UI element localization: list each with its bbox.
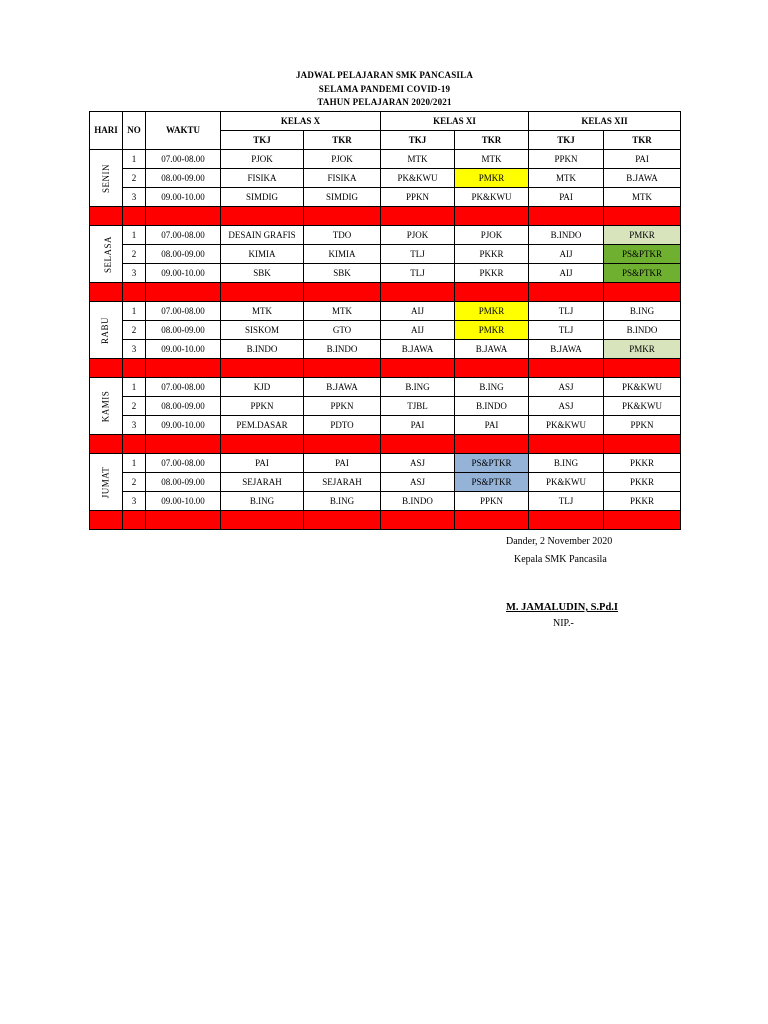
table-row [90,473,681,492]
table-cell [221,359,304,378]
table-cell [90,511,123,530]
table-cell: DESAIN GRAFIS [221,226,304,245]
table-cell: TLJ [529,492,604,511]
table-cell [529,359,604,378]
table-cell: TJBL [381,397,455,416]
table-row [90,397,681,416]
table-cell [604,511,681,530]
header-waktu: WAKTU [146,112,221,150]
table-cell: MTK [304,302,381,321]
table-cell [604,283,681,302]
document-title-block [89,69,680,110]
table-row [90,245,681,264]
table-cell: FISIKA [304,169,381,188]
table-cell: 1 [123,454,146,473]
table-cell: ASJ [529,378,604,397]
header-kelas-xii: KELAS XII [529,112,681,131]
table-cell: B.ING [604,302,681,321]
table-cell [604,359,681,378]
table-cell: ASJ [381,473,455,492]
table-cell: TDO [304,226,381,245]
signatory-nip: NIP.- [553,618,574,629]
table-cell: 3 [123,264,146,283]
table-cell: SIMDIG [304,188,381,207]
table-row [90,169,681,188]
table-cell: PKKR [455,245,529,264]
day-cell-selasa: SELASA [90,226,123,283]
signature-date: Dander, 2 November 2020 [506,536,613,547]
table-cell [146,435,221,454]
day-cell-rabu: RABU [90,302,123,359]
table-cell: 07.00-08.00 [146,454,221,473]
table-cell: MTK [381,150,455,169]
table-cell: AIJ [529,245,604,264]
header-kelas-x: KELAS X [221,112,381,131]
table-cell: MTK [221,302,304,321]
table-cell: 09.00-10.00 [146,492,221,511]
table-row [90,188,681,207]
highlight-cell: PMKR [604,340,681,359]
table-cell: SBK [304,264,381,283]
table-cell: SBK [221,264,304,283]
table-cell [221,207,304,226]
table-cell: SISKOM [221,321,304,340]
table-cell: PPKN [604,416,681,435]
table-row [90,454,681,473]
table-cell: 08.00-09.00 [146,397,221,416]
header-x-tkr: TKR [304,131,381,150]
academic-year: TAHUN PELAJARAN 2020/2021 [317,97,452,107]
separator-row [90,435,681,454]
table-cell: 07.00-08.00 [146,150,221,169]
table-cell: 2 [123,473,146,492]
table-cell: B.ING [304,492,381,511]
table-cell: PEM.DASAR [221,416,304,435]
table-cell: B.JAWA [304,378,381,397]
table-cell: B.ING [455,378,529,397]
table-cell: TLJ [381,264,455,283]
table-cell: PAI [381,416,455,435]
table-cell: 08.00-09.00 [146,321,221,340]
table-cell [123,359,146,378]
table-cell: 3 [123,416,146,435]
table-cell: PKKR [604,473,681,492]
table-cell: PAI [221,454,304,473]
table-cell [304,207,381,226]
table-cell: B.JAWA [381,340,455,359]
table-cell: AIJ [381,302,455,321]
table-cell [381,511,455,530]
table-cell: 07.00-08.00 [146,378,221,397]
table-row [90,226,681,245]
table-cell [90,207,123,226]
table-cell: GTO [304,321,381,340]
table-cell [529,207,604,226]
table-cell: PPKN [221,397,304,416]
table-cell: 2 [123,321,146,340]
table-cell: PPKN [381,188,455,207]
table-cell [455,207,529,226]
table-cell: PJOK [381,226,455,245]
table-cell [123,435,146,454]
table-cell: 3 [123,492,146,511]
highlight-cell: PMKR [604,226,681,245]
table-cell: B.JAWA [604,169,681,188]
table-cell [123,207,146,226]
table-cell [381,359,455,378]
table-cell: TLJ [529,321,604,340]
table-cell: KIMIA [221,245,304,264]
table-cell: KIMIA [304,245,381,264]
highlight-cell: PMKR [455,321,529,340]
separator-row [90,511,681,530]
table-cell: 2 [123,397,146,416]
table-cell [146,359,221,378]
table-cell: PK&KWU [455,188,529,207]
table-cell: 09.00-10.00 [146,264,221,283]
table-cell: 07.00-08.00 [146,226,221,245]
table-cell: 09.00-10.00 [146,340,221,359]
header-kelas-xi: KELAS XI [381,112,529,131]
separator-row [90,359,681,378]
highlight-cell: PS&PTKR [604,264,681,283]
schedule-table [89,111,681,530]
table-cell: PKKR [455,264,529,283]
table-cell: PPKN [529,150,604,169]
table-row [90,321,681,340]
header-xii-tkr: TKR [604,131,681,150]
table-cell: PAI [529,188,604,207]
header-hari: HARI [90,112,123,150]
table-cell [381,435,455,454]
table-cell [381,283,455,302]
header-xi-tkr: TKR [455,131,529,150]
table-cell: PAI [455,416,529,435]
separator-row [90,283,681,302]
table-cell [455,283,529,302]
table-row [90,378,681,397]
table-cell: B.INDO [381,492,455,511]
header-xii-tkj: TKJ [529,131,604,150]
table-cell [146,207,221,226]
table-cell: B.JAWA [455,340,529,359]
table-cell: TLJ [381,245,455,264]
highlight-cell: PMKR [455,169,529,188]
table-cell: SEJARAH [304,473,381,492]
table-cell: B.JAWA [529,340,604,359]
table-cell: AIJ [381,321,455,340]
table-cell: SIMDIG [221,188,304,207]
separator-row [90,207,681,226]
table-cell: PAI [304,454,381,473]
table-cell: MTK [604,188,681,207]
table-cell [123,511,146,530]
day-cell-senin: SENIN [90,150,123,207]
table-cell [304,283,381,302]
table-cell: 1 [123,378,146,397]
table-cell: B.INDO [455,397,529,416]
table-cell: PJOK [221,150,304,169]
table-cell: 09.00-10.00 [146,416,221,435]
day-cell-kamis: KAMIS [90,378,123,435]
table-cell [604,435,681,454]
header-xi-tkj: TKJ [381,131,455,150]
table-cell [604,207,681,226]
table-cell: B.INDO [304,340,381,359]
table-cell: B.INDO [604,321,681,340]
table-cell [90,283,123,302]
document-subtitle: SELAMA PANDEMI COVID-19 [318,83,451,94]
table-cell [304,511,381,530]
table-row [90,492,681,511]
signatory-name: M. JAMALUDIN, S.Pd.I [506,602,619,613]
table-cell: PPKN [304,397,381,416]
table-cell: PK&KWU [529,416,604,435]
table-cell [221,511,304,530]
table-cell: 09.00-10.00 [146,188,221,207]
table-cell: MTK [529,169,604,188]
table-cell: PK&KWU [604,378,681,397]
highlight-cell: PS&PTKR [604,245,681,264]
table-cell: PKKR [604,492,681,511]
document-title: JADWAL PELAJARAN SMK PANCASILA [295,70,474,80]
highlight-cell: PS&PTKR [455,473,529,492]
table-row [90,302,681,321]
table-cell: ASJ [381,454,455,473]
table-cell: B.ING [381,378,455,397]
table-cell [529,435,604,454]
table-cell: PKKR [604,454,681,473]
table-cell [123,283,146,302]
table-cell [455,511,529,530]
header-no: NO [123,112,146,150]
table-row [90,416,681,435]
table-cell: MTK [455,150,529,169]
table-cell: PJOK [304,150,381,169]
table-cell: PK&KWU [381,169,455,188]
table-cell: 1 [123,302,146,321]
table-cell: 1 [123,226,146,245]
table-cell: 2 [123,169,146,188]
table-cell: B.ING [529,454,604,473]
day-cell-jumat: JUMAT [90,454,123,511]
table-cell [381,207,455,226]
table-cell [90,435,123,454]
table-cell: PJOK [455,226,529,245]
table-cell: B.INDO [529,226,604,245]
table-cell: 3 [123,340,146,359]
table-cell: KJD [221,378,304,397]
table-cell: 08.00-09.00 [146,245,221,264]
table-cell [221,283,304,302]
table-cell [90,359,123,378]
table-cell: TLJ [529,302,604,321]
table-cell: SEJARAH [221,473,304,492]
table-cell [221,435,304,454]
table-cell: 2 [123,245,146,264]
table-cell [529,283,604,302]
table-cell [304,359,381,378]
table-cell [146,511,221,530]
table-cell: PAI [604,150,681,169]
table-cell: PK&KWU [604,397,681,416]
table-cell: PPKN [455,492,529,511]
header-x-tkj: TKJ [221,131,304,150]
table-cell: 1 [123,150,146,169]
signature-role: Kepala SMK Pancasila [514,554,607,565]
table-cell: 07.00-08.00 [146,302,221,321]
table-row [90,150,681,169]
table-cell [146,283,221,302]
table-cell: B.INDO [221,340,304,359]
table-cell: ASJ [529,397,604,416]
table-cell: FISIKA [221,169,304,188]
table-cell [455,435,529,454]
table-cell: B.ING [221,492,304,511]
highlight-cell: PMKR [455,302,529,321]
table-cell: AIJ [529,264,604,283]
table-cell [455,359,529,378]
table-cell: 08.00-09.00 [146,473,221,492]
table-cell [304,435,381,454]
table-cell: 08.00-09.00 [146,169,221,188]
table-cell: 3 [123,188,146,207]
table-cell [529,511,604,530]
table-cell: PK&KWU [529,473,604,492]
table-cell: PDTO [304,416,381,435]
table-row [90,340,681,359]
table-row [90,264,681,283]
highlight-cell: PS&PTKR [455,454,529,473]
